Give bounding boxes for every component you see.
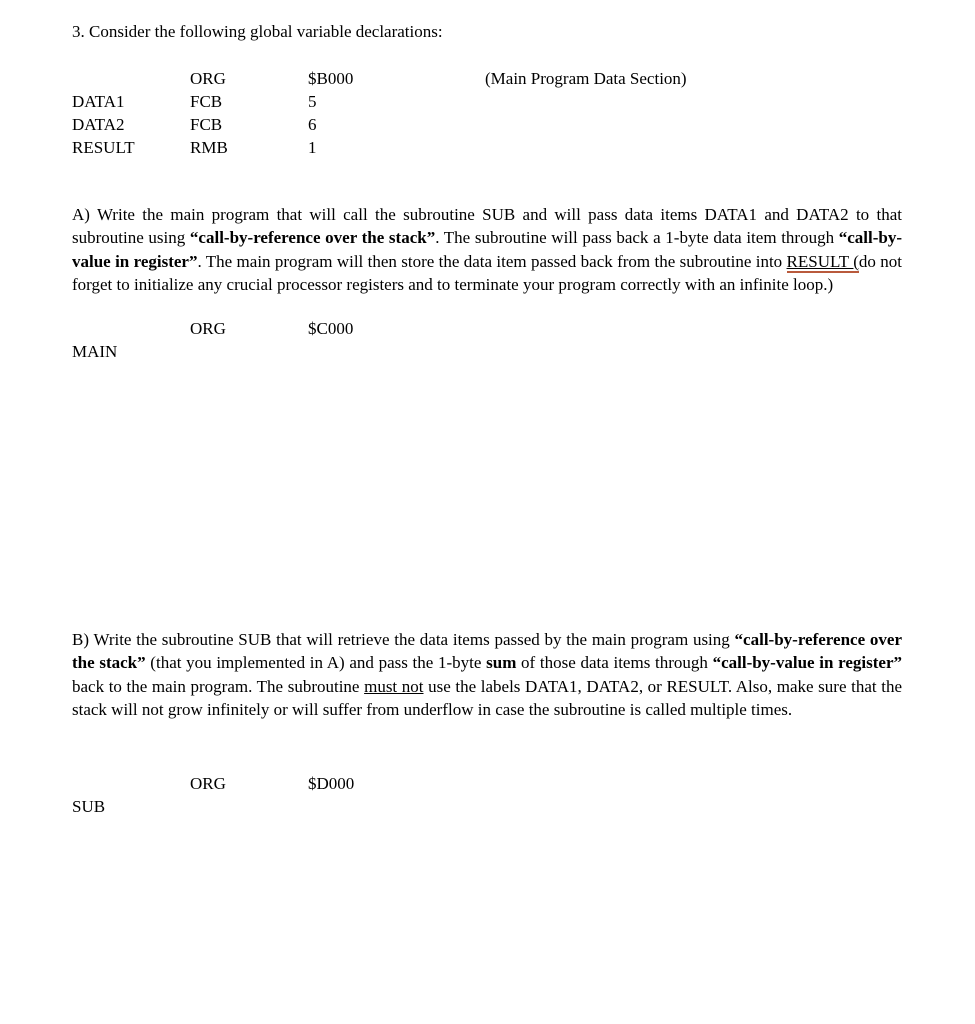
main-label: MAIN	[72, 342, 118, 362]
asm-comment-cell	[485, 317, 902, 340]
asm-label-cell	[72, 67, 190, 90]
asm-comment-cell	[485, 136, 902, 159]
asm-row-data1	[72, 90, 902, 113]
text-segment: “call-by-reference over the stack”	[72, 630, 902, 673]
asm-row-data2	[72, 113, 902, 136]
asm-operand-cell: 1	[308, 138, 317, 157]
asm-op-cell: FCB	[190, 92, 223, 111]
asm-op-cell: ORG	[190, 319, 226, 339]
text-segment: sum	[486, 653, 517, 673]
asm-row-org	[72, 67, 902, 90]
text-segment: “call-by-value in register”	[72, 228, 903, 271]
asm-row-org-main	[72, 317, 902, 340]
text-segment: “call-by-reference over the stack”	[189, 228, 436, 248]
text-segment: B) Write the subroutine SUB that will retrieve the data items passed by the main program using	[72, 630, 735, 650]
asm-label-cell: DATA1	[72, 92, 125, 111]
declarations-block	[72, 67, 902, 159]
asm-operand-cell: 6	[308, 115, 317, 134]
asm-label-cell: DATA2	[72, 115, 125, 134]
asm-label-cell	[72, 317, 190, 340]
asm-operand-cell: $C000	[308, 319, 354, 339]
asm-op-cell: RMB	[190, 138, 228, 157]
asm-operand-cell: $D000	[308, 774, 355, 794]
text-segment: A) Write the main program that will call the subroutine SUB and will pass data items DATA1 and DATA2 to that subroutine using	[72, 205, 902, 248]
sub-label: SUB	[72, 797, 106, 817]
main-program-block	[72, 317, 902, 363]
asm-op-cell: FCB	[190, 115, 223, 134]
asm-operand-cell: 5	[308, 92, 317, 111]
text-segment: back to the main program. The subroutine	[72, 676, 365, 696]
asm-row-org-sub	[72, 772, 902, 795]
asm-row-main-label	[72, 340, 902, 363]
subroutine-block	[72, 772, 902, 818]
text-segment: RESULT (	[786, 251, 859, 271]
text-segment: (that you implemented in A) and pass the 1-byte	[145, 653, 487, 673]
asm-comment-cell: (Main Program Data Section)	[485, 69, 687, 88]
asm-comment-cell	[485, 113, 902, 136]
asm-row-sub-label	[72, 795, 902, 818]
text-segment: of those data items through	[516, 653, 713, 673]
part-a-paragraph	[72, 203, 902, 296]
text-segment: . The subroutine will pass back a 1-byte data item through	[435, 228, 839, 248]
asm-label-cell: RESULT	[72, 138, 135, 157]
text-segment: “call-by-value in register”	[712, 653, 902, 673]
asm-operand-cell: $B000	[308, 69, 354, 88]
asm-label-cell	[72, 772, 190, 795]
text-segment: do not forget to initialize any crucial processor registers and to terminate your program correctly with an infinite loop.)	[72, 251, 902, 294]
asm-comment-cell	[485, 772, 902, 795]
asm-op-cell: ORG	[190, 69, 226, 88]
asm-comment-cell	[485, 90, 902, 113]
text-segment: use the labels DATA1, DATA2, or RESULT. Also, make sure that the stack will not grow infinitely or will suffer from underflow in case the subroutine is called multiple times.	[72, 676, 902, 720]
part-b-paragraph	[72, 628, 902, 721]
text-segment: . The main program will then store the data item passed back from the subroutine into	[197, 251, 787, 271]
text-segment: must not	[364, 676, 424, 696]
asm-op-cell: ORG	[190, 774, 226, 794]
question-title: 3. Consider the following global variable declarations:	[72, 22, 443, 41]
asm-row-result	[72, 136, 902, 159]
